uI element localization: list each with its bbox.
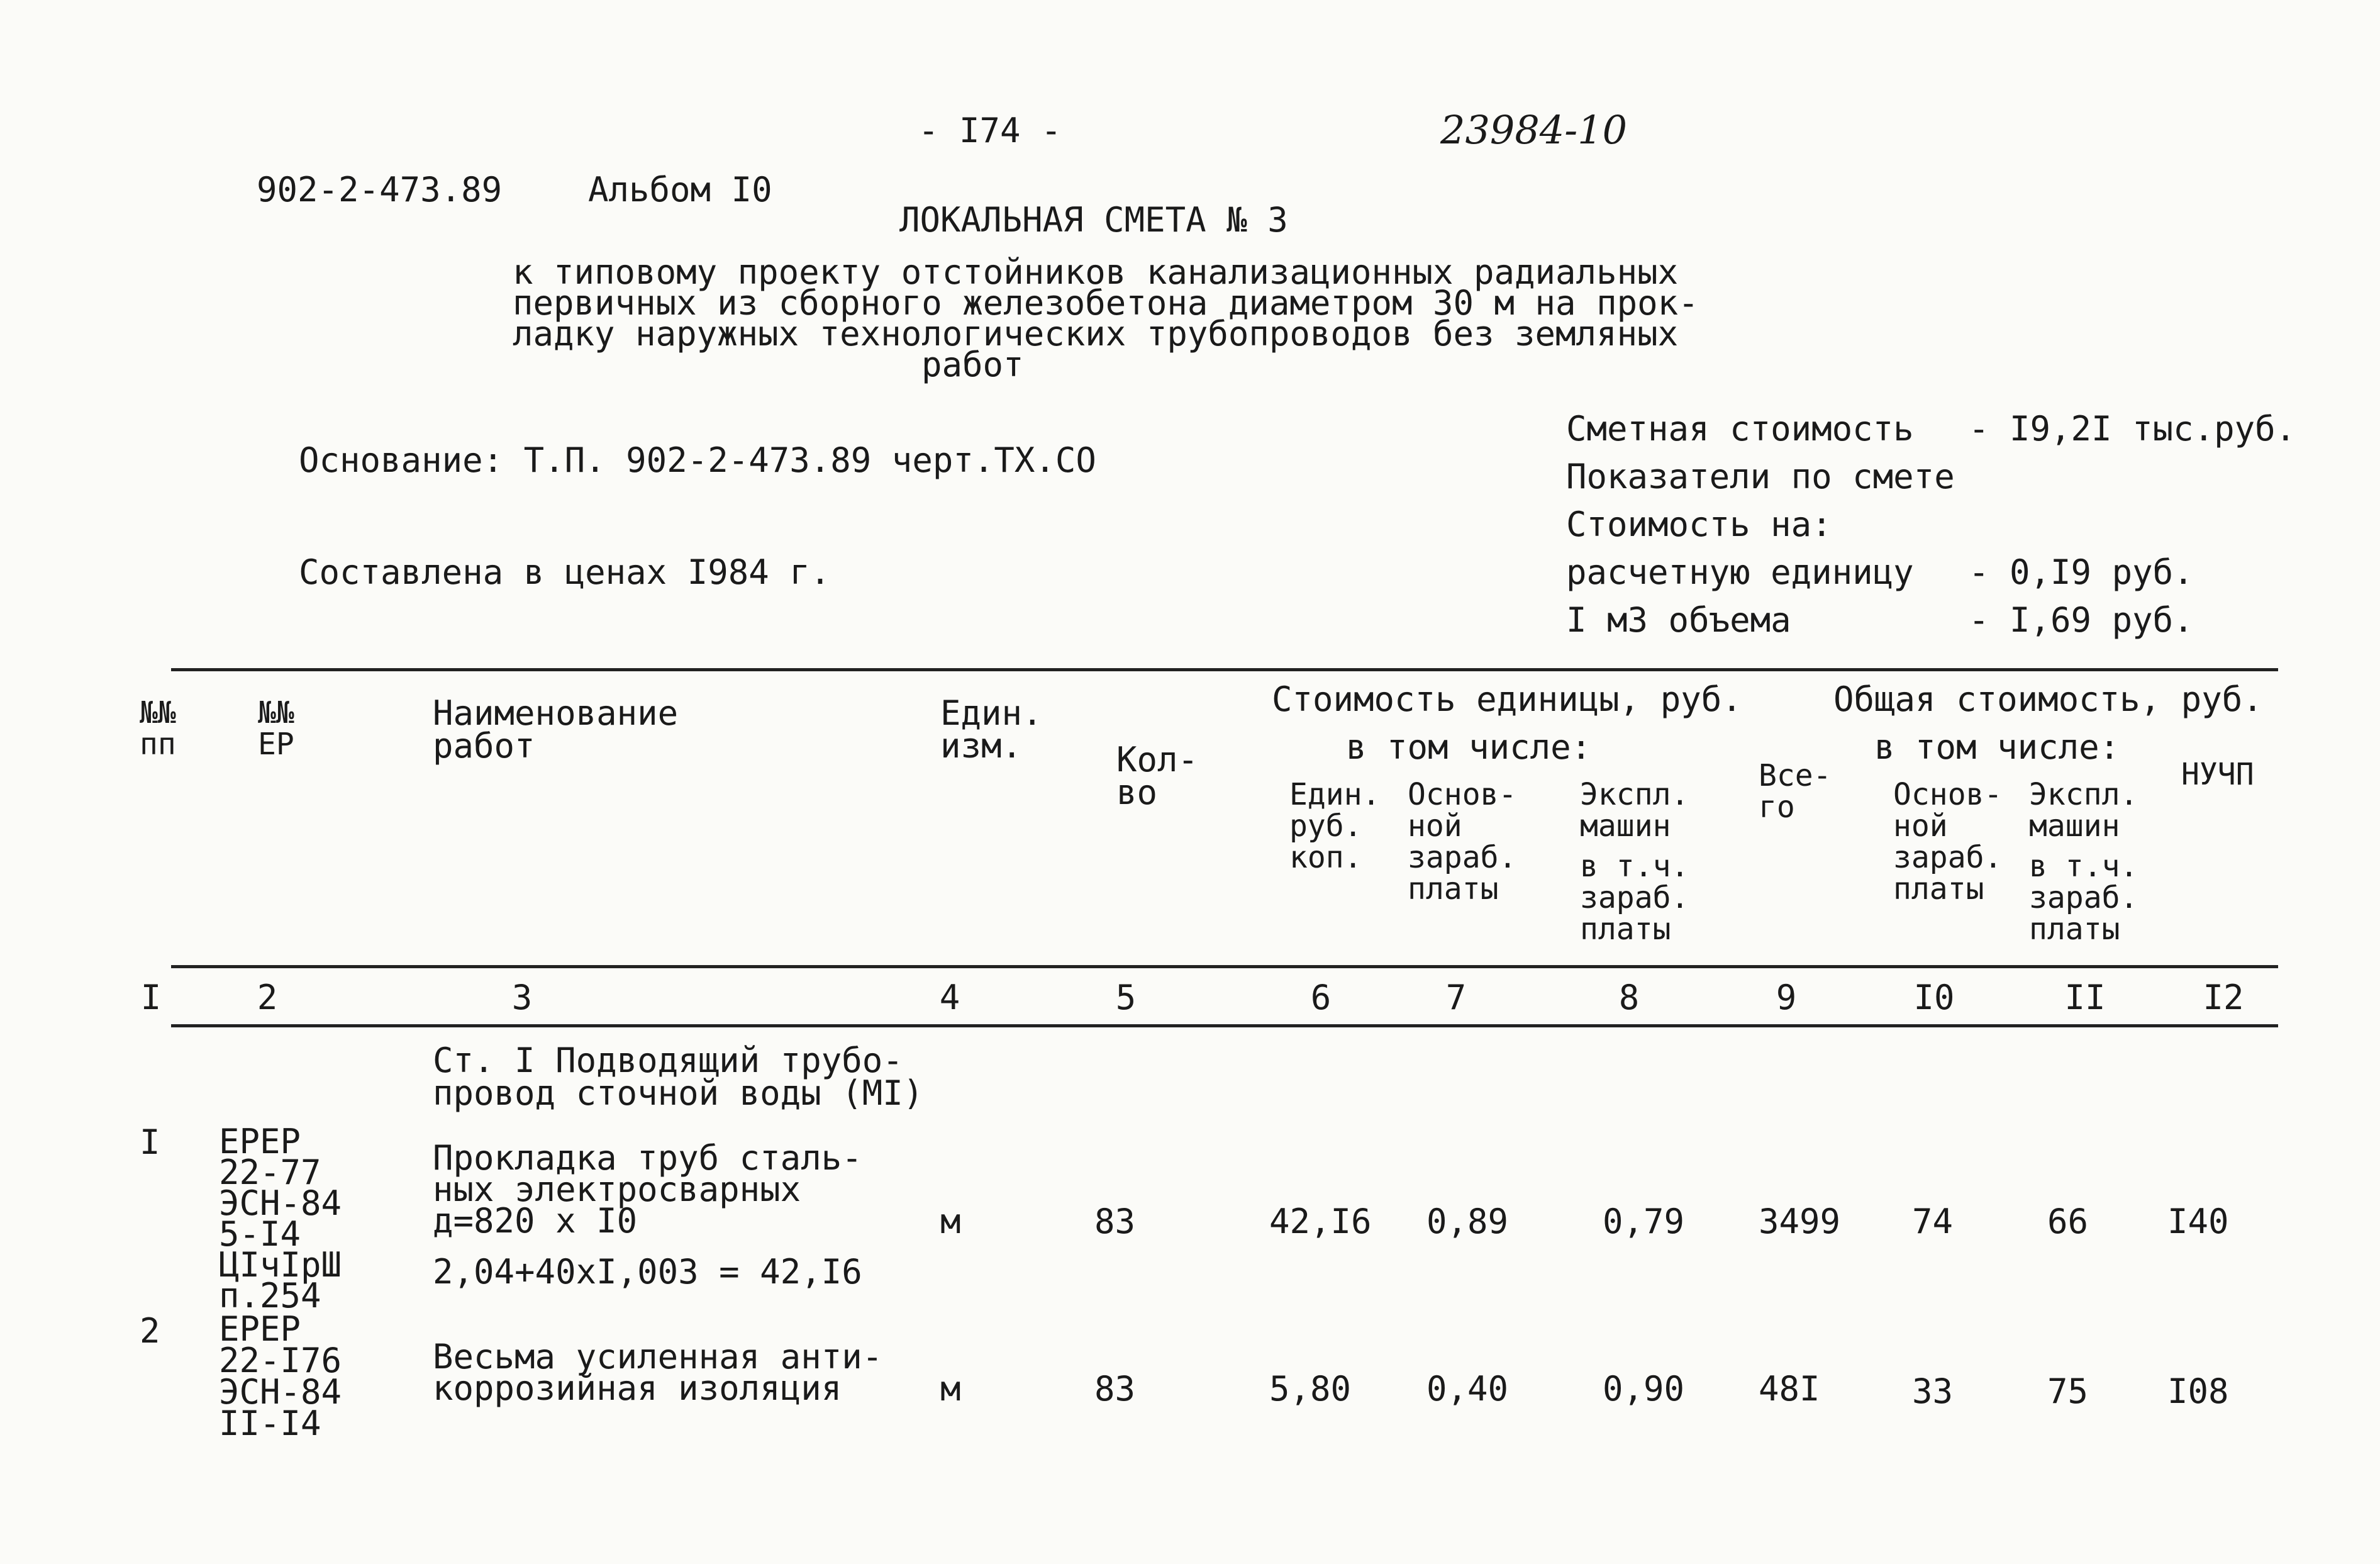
header-text: Основ- [1408, 777, 1517, 812]
indicators-label: Показатели по смете [1566, 457, 1955, 496]
row-number: I [140, 1122, 160, 1162]
header-text: машин [2029, 808, 2120, 844]
row-unit-price: 5,80 [1269, 1369, 1352, 1409]
code-line: ЦIчIрШ [219, 1245, 342, 1285]
row-unit: м [940, 1369, 961, 1409]
page-number: - I74 - [918, 111, 1062, 150]
column-number: 3 [511, 978, 533, 1017]
row-unit: м [940, 1202, 961, 1241]
header-text: ной [1893, 808, 1948, 844]
header-text: Един. [1289, 777, 1381, 812]
basis-line: Основание: Т.П. 902-2-473.89 черт.ТХ.СО [299, 440, 1096, 480]
volume-cost-value: - I,69 руб. [1969, 600, 2194, 640]
section-title [433, 1041, 924, 1113]
cost-value: - I9,2I тыс.руб. [1969, 409, 2296, 449]
code-line: ЕРЕР [219, 1122, 301, 1161]
code-line: II-I4 [219, 1404, 321, 1443]
unit-cost-value: - 0,I9 руб. [1969, 552, 2194, 592]
column-number: 9 [1776, 978, 1797, 1017]
column-number: I [140, 978, 162, 1017]
header-text: машин [1580, 808, 1671, 844]
row-work-name [433, 1337, 883, 1408]
header-text: Кол- [1116, 740, 1199, 779]
code-line: 22-77 [219, 1153, 321, 1192]
header-text: ной [1408, 808, 1462, 844]
header-text: зараб. [1893, 840, 2003, 875]
unit-cost-label: расчетную единицу [1566, 552, 1914, 592]
header-text: платы [1893, 871, 1984, 907]
header-text: в т.ч. [2029, 849, 2138, 884]
header-text: изм. [940, 726, 1023, 766]
column-number: II [2064, 978, 2106, 1017]
header-text: Экспл. [1580, 777, 1689, 812]
header-text: в т.ч. [1580, 849, 1689, 884]
header-text: ЕР [258, 727, 294, 762]
row-wage: 0,89 [1426, 1202, 1509, 1241]
column-number: 7 [1445, 978, 1467, 1017]
row-work-name [433, 1138, 862, 1241]
code-line: 5-I4 [219, 1214, 301, 1254]
row-qty: 83 [1094, 1202, 1136, 1241]
header-col-total-machines [2029, 779, 2138, 945]
header-col-nuchp: НУЧП [2181, 757, 2254, 792]
row-total-machines: 75 [2047, 1371, 2089, 1411]
header-col-er [258, 697, 294, 760]
header-text: зараб. [1580, 880, 1689, 915]
header-text: платы [1580, 912, 1671, 947]
row-codes [219, 1122, 342, 1315]
code-line: ЭСН-84 [219, 1183, 342, 1223]
header-text: пп [140, 727, 176, 762]
header-text: го [1759, 790, 1795, 825]
header-col-total [1759, 760, 1832, 823]
handwritten-doc-code: 23984-10 [1440, 107, 1628, 153]
header-text: Все- [1759, 758, 1832, 793]
header-text: зараб. [2029, 880, 2138, 915]
header-col-unit [940, 693, 1043, 766]
album-label: Альбом I0 [588, 170, 772, 209]
column-number: 4 [939, 978, 960, 1017]
subtitle-line: к типовому проекту отстойников канализационных радиальных [513, 252, 1679, 292]
header-including-2: в том числе: [1874, 727, 2120, 767]
subtitle-line: работ [921, 345, 1024, 384]
header-text: зараб. [1408, 840, 1517, 875]
work-name-line: коррозийная изоляция [433, 1368, 842, 1408]
header-col-no [140, 697, 176, 760]
row-nuchp: I08 [2167, 1371, 2229, 1411]
header-col-unit-price [1289, 779, 1381, 873]
table-top-rule [171, 668, 2278, 671]
header-text: №№ [140, 695, 176, 730]
row-total-wage: 33 [1912, 1371, 1954, 1411]
header-text: коп. [1289, 840, 1362, 875]
header-unit-cost-group: Стоимость единицы, руб. [1272, 679, 1742, 719]
row-nuchp: I40 [2167, 1202, 2229, 1241]
document-subtitle [513, 252, 1699, 384]
work-name-line: ных электросварных [433, 1170, 801, 1209]
subtitle-line: ладку наружных технологических трубопроводов без земляных [513, 314, 1679, 354]
header-text: платы [1408, 871, 1499, 907]
header-text: Един. [940, 693, 1043, 733]
column-numbers-rule [171, 1024, 2278, 1027]
header-text: работ [433, 726, 535, 766]
header-col-qty [1116, 740, 1199, 812]
column-number: 6 [1310, 978, 1332, 1017]
row-unit-price: 42,I6 [1269, 1202, 1372, 1241]
header-col-total-wage [1893, 779, 2002, 905]
row-codes [219, 1309, 342, 1443]
code-line: 22-I76 [219, 1341, 342, 1380]
header-total-cost-group: Общая стоимость, руб. [1833, 679, 2263, 719]
column-number: 5 [1115, 978, 1137, 1017]
column-number: 8 [1618, 978, 1640, 1017]
volume-cost-label: I м3 объема [1566, 600, 1791, 640]
row-number: 2 [140, 1311, 160, 1351]
row-machines: 0,90 [1603, 1369, 1685, 1409]
work-name-line: Прокладка труб сталь- [433, 1138, 862, 1178]
code-line: ЕРЕР [219, 1309, 301, 1349]
header-col-wage [1408, 779, 1516, 905]
code-line: ЭСН-84 [219, 1372, 342, 1412]
header-col-machines [1580, 779, 1689, 945]
row-wage: 0,40 [1426, 1369, 1509, 1409]
row-total: 3499 [1759, 1202, 1841, 1241]
section-title-line: Ст. I Подводящий трубо- [433, 1041, 903, 1080]
column-number: 2 [257, 978, 278, 1017]
header-col-name [433, 693, 679, 766]
row-total-machines: 66 [2047, 1202, 2089, 1241]
header-text: во [1116, 773, 1158, 812]
section-title-line: провод сточной воды (МI) [433, 1073, 924, 1113]
work-name-line: д=820 х I0 [433, 1201, 638, 1241]
header-text: руб. [1289, 808, 1362, 844]
header-text: Экспл. [2029, 777, 2138, 812]
cost-per-label: Стоимость на: [1566, 505, 1832, 544]
row-formula: 2,04+40хI,003 = 42,I6 [433, 1252, 862, 1292]
header-text: №№ [258, 695, 294, 730]
header-including-1: в том числе: [1346, 727, 1592, 767]
document-title: ЛОКАЛЬНАЯ СМЕТА № 3 [899, 200, 1288, 240]
cost-label: Сметная стоимость [1566, 409, 1914, 449]
project-code: 902-2-473.89 [257, 170, 503, 209]
prices-year-line: Составлена в ценах I984 г. [299, 552, 831, 592]
header-text: Основ- [1893, 777, 2003, 812]
work-name-line: Весьма усиленная анти- [433, 1337, 883, 1377]
row-total-wage: 74 [1912, 1202, 1954, 1241]
header-text: платы [2029, 912, 2120, 947]
row-total: 48I [1759, 1369, 1820, 1409]
row-qty: 83 [1094, 1369, 1136, 1409]
subtitle-line: первичных из сборного железобетона диаметром 30 м на прок- [513, 283, 1699, 323]
column-number: I2 [2203, 978, 2244, 1017]
code-line: п.254 [219, 1276, 321, 1315]
header-bottom-rule [171, 965, 2278, 968]
header-text: Наименование [433, 693, 679, 733]
row-machines: 0,79 [1603, 1202, 1685, 1241]
column-number: I0 [1913, 978, 1955, 1017]
